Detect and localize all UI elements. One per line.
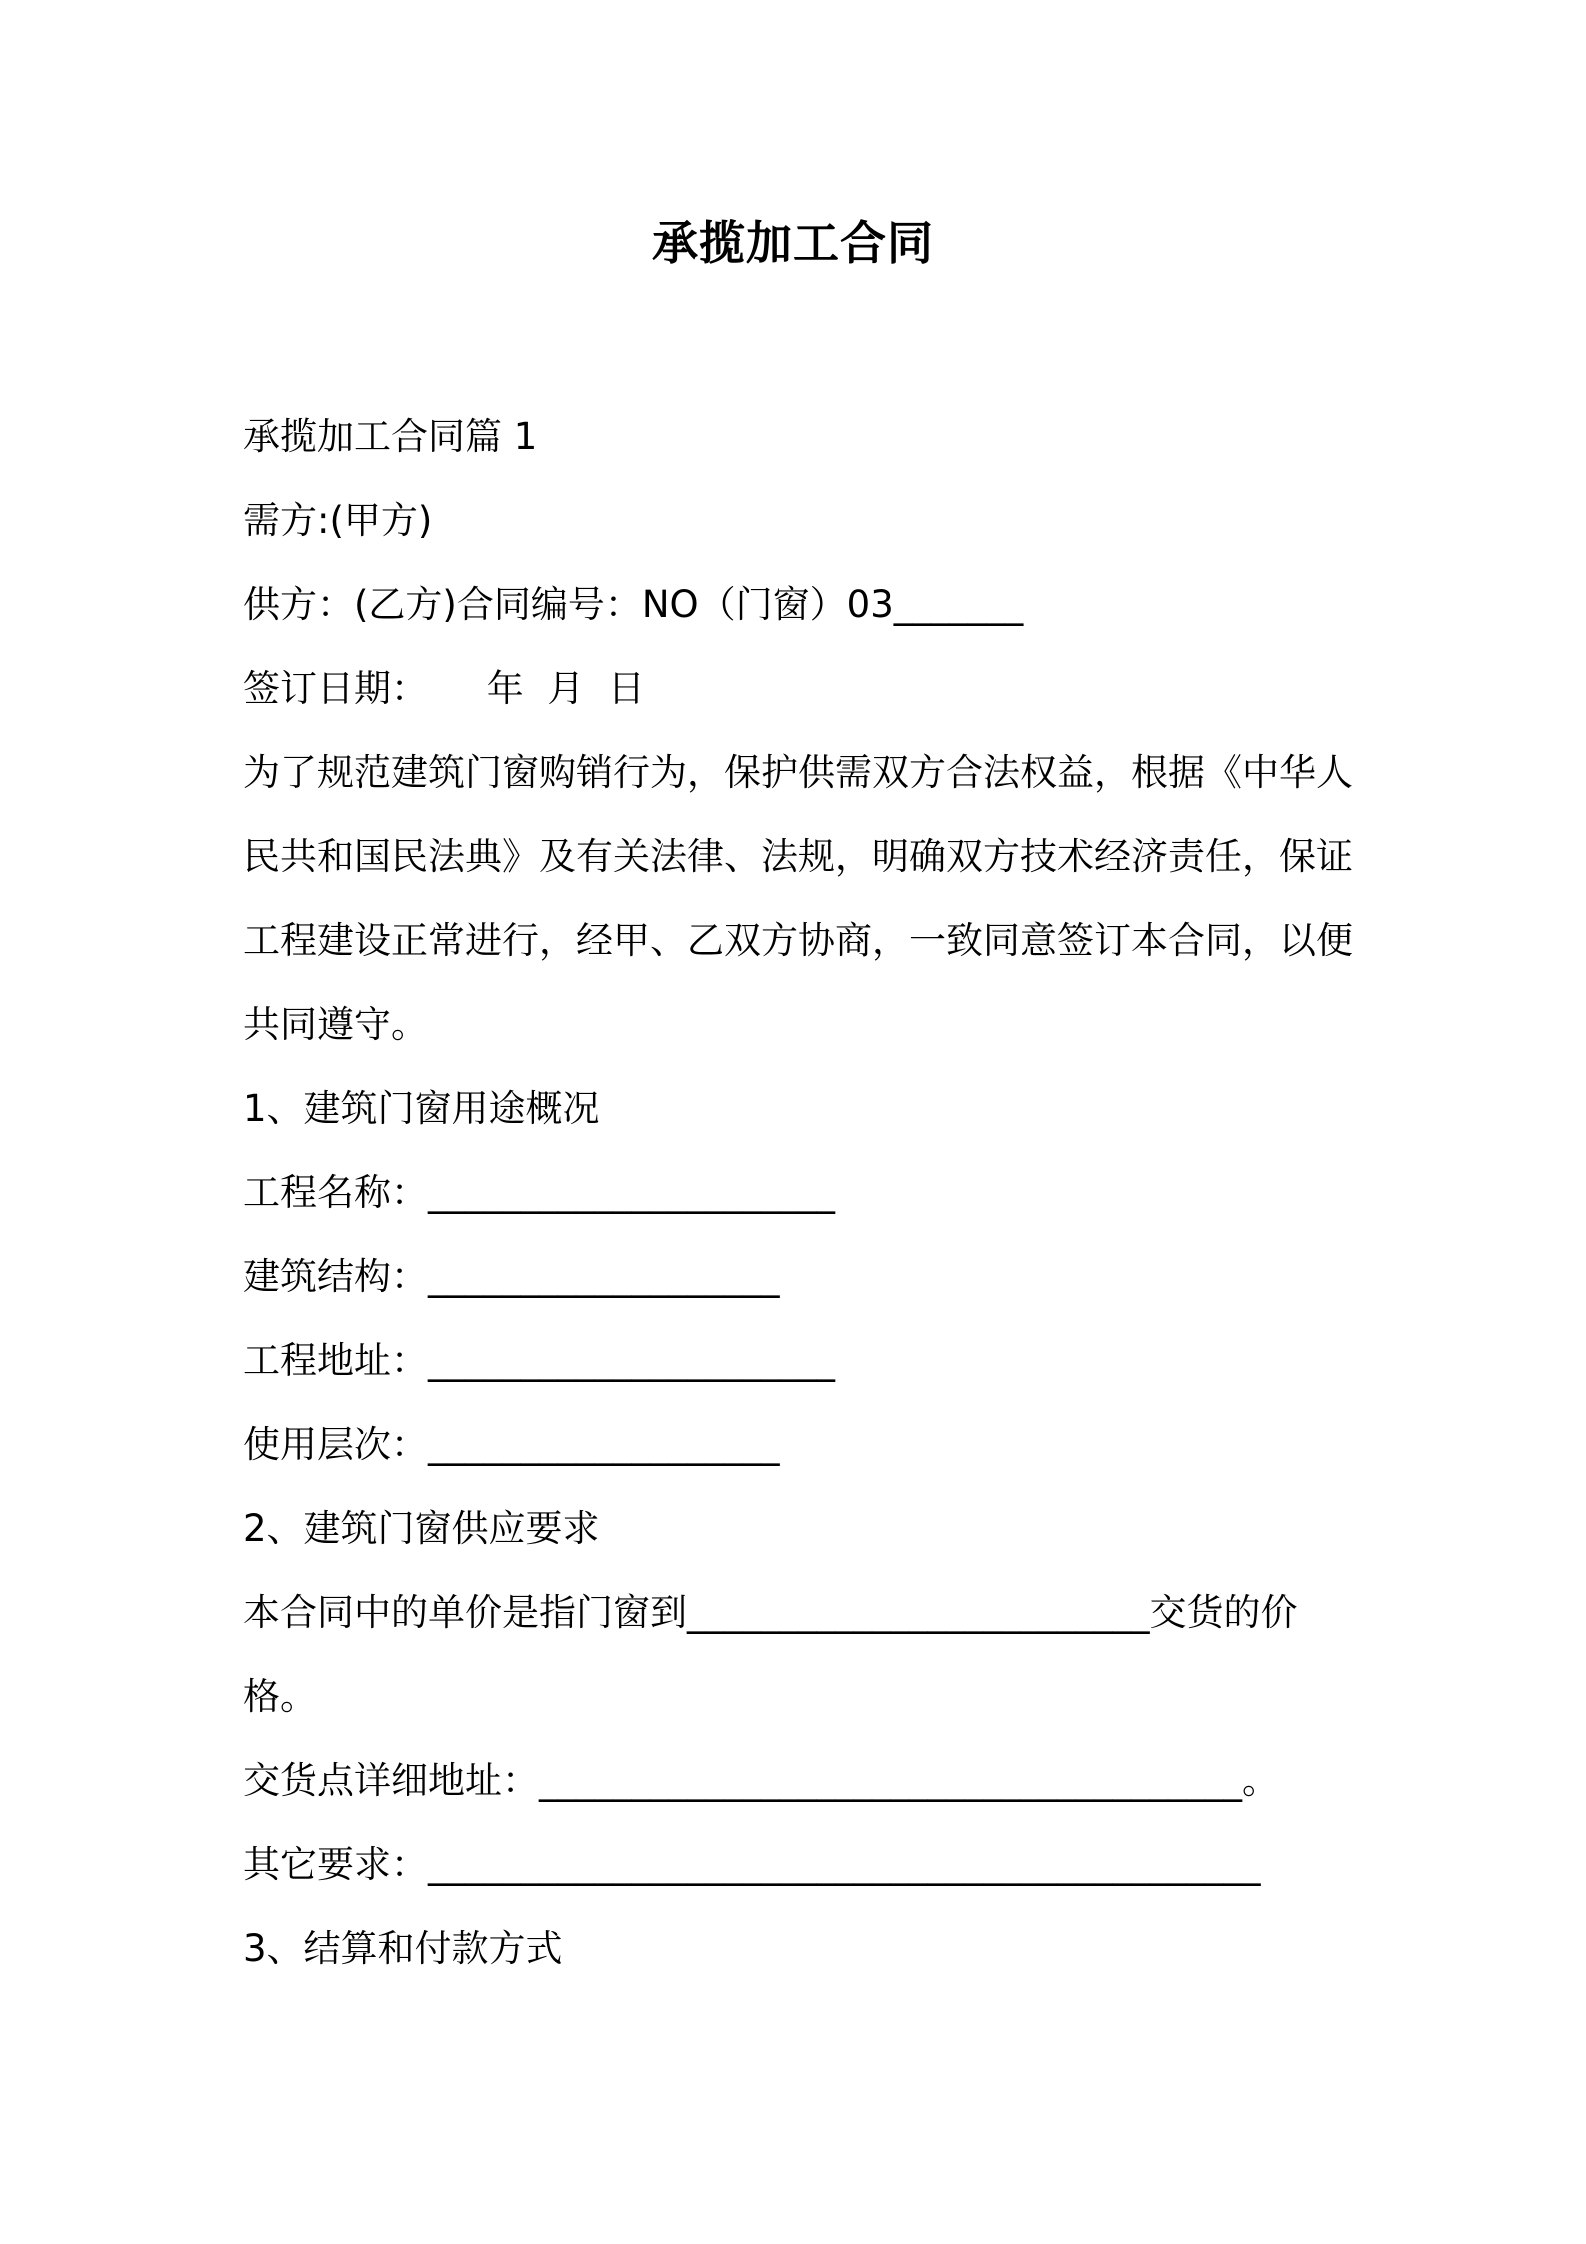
usage-level-field: 使用层次：___________________ bbox=[243, 1423, 780, 1466]
document-title: 承揽加工合同 bbox=[652, 216, 934, 270]
clause-heading: 1、建筑门窗用途概况 bbox=[243, 1087, 600, 1130]
paragraph-line: 为了规范建筑门窗购销行为，保护供需双方合法权益，根据《中华人 bbox=[243, 751, 1353, 794]
section-heading: 承揽加工合同篇 1 bbox=[243, 415, 538, 458]
project-address-field: 工程地址：______________________ bbox=[243, 1339, 835, 1382]
paragraph-line: 民共和国民法典》及有关法律、法规，明确双方技术经济责任，保证 bbox=[243, 835, 1353, 878]
paragraph-line: 工程建设正常进行，经甲、乙双方协商，一致同意签订本合同，以便 bbox=[243, 919, 1353, 962]
delivery-address-field: 交货点详细地址：______________________________________。 bbox=[243, 1759, 1279, 1802]
signing-date-line: 签订日期： 年 月 日 bbox=[243, 667, 645, 710]
building-structure-field: 建筑结构：___________________ bbox=[243, 1255, 780, 1298]
supplier-contract-no-line: 供方：(乙方)合同编号：NO（门窗）03_______ bbox=[243, 583, 1024, 626]
project-name-field: 工程名称：______________________ bbox=[243, 1171, 835, 1214]
unit-price-line: 格。 bbox=[243, 1675, 317, 1718]
buyer-line: 需方:(甲方) bbox=[243, 499, 433, 542]
clause-heading: 3、结算和付款方式 bbox=[243, 1927, 563, 1970]
paragraph-line: 共同遵守。 bbox=[243, 1003, 428, 1046]
other-requirements-field: 其它要求：_____________________________________________ bbox=[243, 1843, 1261, 1886]
clause-heading: 2、建筑门窗供应要求 bbox=[243, 1507, 600, 1550]
unit-price-line: 本合同中的单价是指门窗到_________________________交货的价 bbox=[243, 1591, 1298, 1634]
